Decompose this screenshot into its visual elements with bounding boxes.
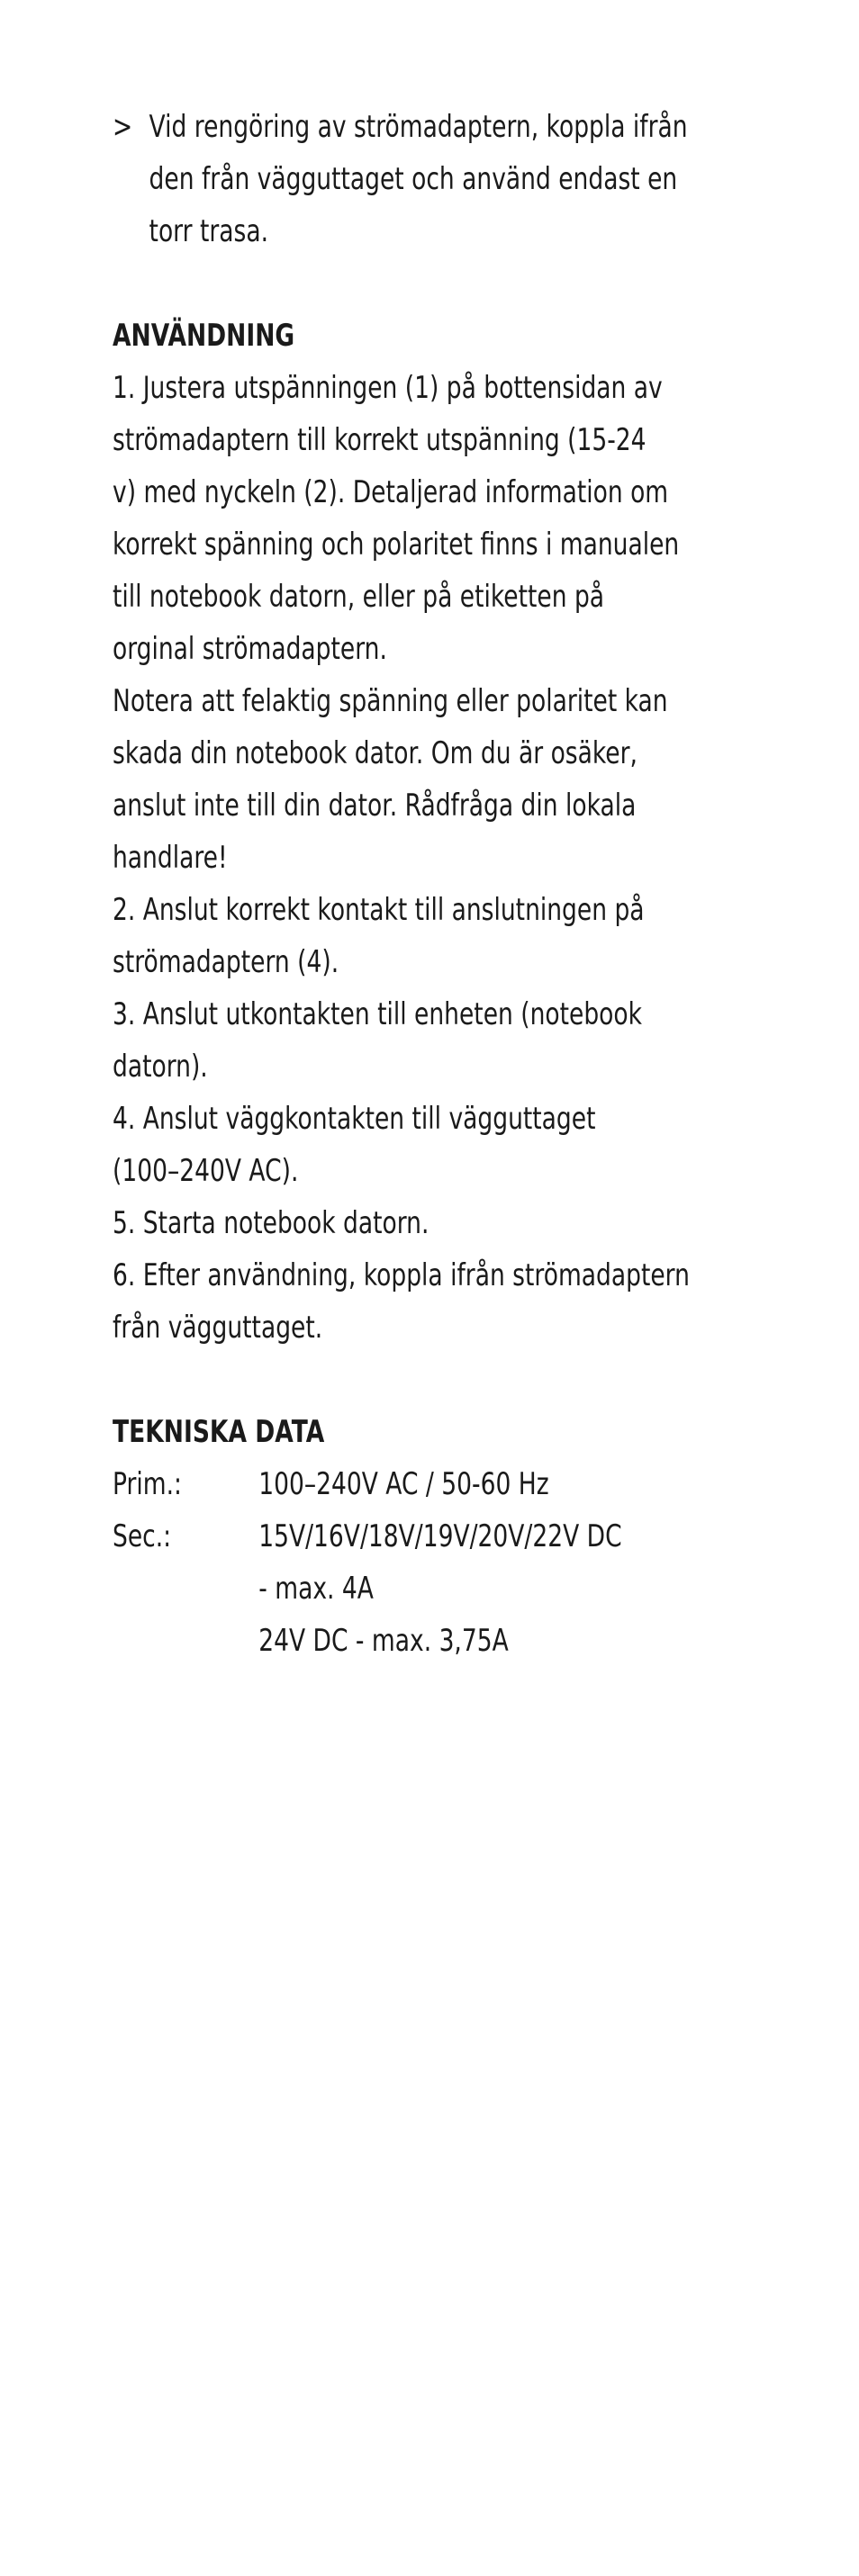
usage-heading: ANVÄNDNING — [113, 318, 295, 354]
specs-heading: TEKNISKA DATA — [113, 1414, 325, 1450]
spec-value: 15V/16V/18V/19V/20V/22V DC — [258, 1518, 622, 1554]
text-line: strömadaptern till korrekt utspänning (15-24 — [113, 422, 647, 458]
text-line: 5. Starta notebook datorn. — [113, 1205, 430, 1241]
spec-value: - max. 4A — [258, 1571, 374, 1607]
text-line: korrekt spänning och polaritet finns i manualen — [113, 527, 680, 563]
text-line: v) med nyckeln (2). Detaljerad information om — [113, 474, 669, 510]
text-line: datorn). — [113, 1049, 208, 1085]
text-line: till notebook datorn, eller på etiketten på — [113, 579, 605, 615]
text-line: strömadaptern (4). — [113, 944, 339, 980]
spec-row-primary — [113, 1458, 773, 1510]
text-line: 2. Anslut korrekt kontakt till anslutningen på — [113, 892, 645, 928]
specs-section — [113, 1406, 761, 1667]
spec-label: Prim.: — [113, 1466, 183, 1502]
text-line: anslut inte till din dator. Rådfråga din lokala — [113, 788, 637, 824]
usage-section — [113, 310, 761, 1354]
bullet-marker: > — [113, 109, 133, 145]
text-line: från vägguttaget. — [113, 1310, 323, 1346]
spec-value: 100–240V AC / 50-60 Hz — [258, 1466, 549, 1502]
text-line: 1. Justera utspänningen (1) på bottensidan av — [113, 370, 663, 406]
spacer — [113, 257, 761, 310]
cleaning-note — [113, 101, 761, 257]
text-line: Notera att felaktig spänning eller polaritet kan — [113, 683, 668, 719]
text-line: 6. Efter användning, koppla ifrån strömadaptern — [113, 1257, 690, 1293]
text-line: handlare! — [113, 840, 228, 876]
cleaning-note-text — [113, 101, 773, 257]
spec-label: Sec.: — [113, 1518, 172, 1554]
text-line: 3. Anslut utkontakten till enheten (notebook — [113, 996, 642, 1032]
spec-row-secondary — [113, 1510, 773, 1667]
text-line: skada din notebook dator. Om du är osäker, — [113, 735, 637, 771]
text-line: torr trasa. — [149, 213, 269, 249]
spacer — [113, 1354, 761, 1406]
text-line: (100–240V AC). — [113, 1153, 299, 1189]
text-line: orginal strömadaptern. — [113, 631, 387, 667]
spec-value: 24V DC - max. 3,75A — [258, 1623, 509, 1659]
text-line: Vid rengöring av strömadaptern, koppla ifrån — [149, 109, 688, 145]
text-line: den från vägguttaget och använd endast en — [149, 161, 678, 197]
text-line: 4. Anslut väggkontakten till vägguttaget — [113, 1101, 596, 1137]
document-page — [113, 101, 761, 1667]
